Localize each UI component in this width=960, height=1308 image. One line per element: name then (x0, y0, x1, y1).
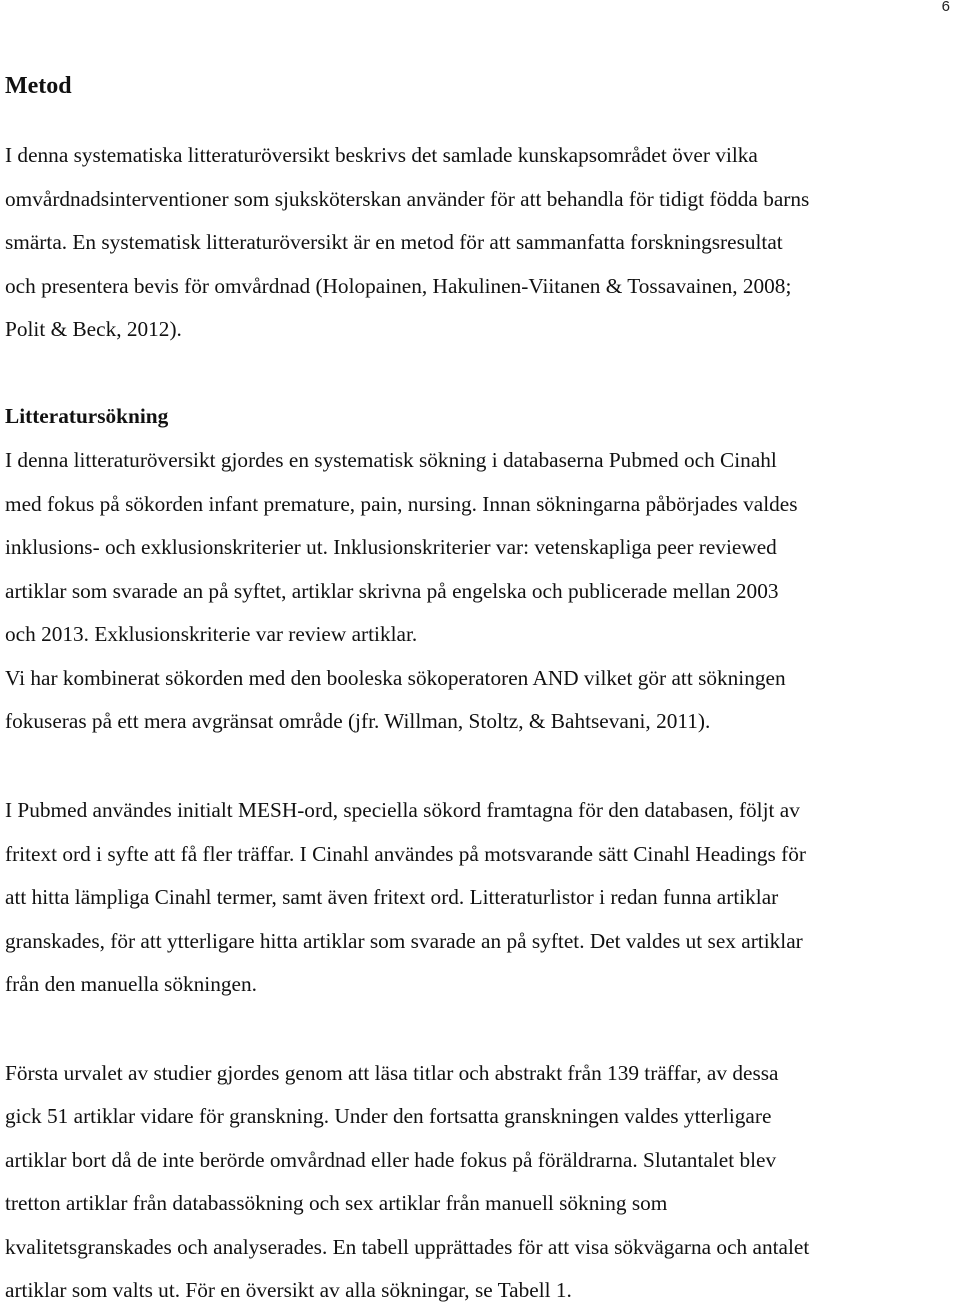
paragraph-line: tretton artiklar från databassökning och sex artiklar från manuell sökning som (5, 1191, 668, 1215)
paragraph-line: och presentera bevis för omvårdnad (Holopainen, Hakulinen-Viitanen & Tossavainen, 2008; (5, 274, 792, 298)
paragraph-line: fritext ord i syfte att få fler träffar. I Cinahl användes på motsvarande sätt Cinahl Headings för (5, 842, 806, 866)
paragraph-line: smärta. En systematisk litteraturöversikt är en metod för att sammanfatta forskningsresultat (5, 230, 783, 254)
paragraph-line: artiklar som svarade an på syftet, artiklar skrivna på engelska och publicerade mellan 2003 (5, 579, 779, 603)
paragraph-line: artiklar bort då de inte berörde omvårdnad eller hade fokus på föräldrarna. Slutantalet blev (5, 1148, 777, 1172)
paragraph-line: att hitta lämpliga Cinahl termer, samt även fritext ord. Litteraturlistor i redan funna artiklar (5, 885, 779, 909)
paragraph-line: Första urvalet av studier gjordes genom att läsa titlar och abstrakt från 139 träffar, av dessa (5, 1061, 779, 1085)
paragraph-line: fokuseras på ett mera avgränsat område (jfr. Willman, Stoltz, & Bahtsevani, 2011). (5, 709, 711, 733)
section-title: Metod (5, 73, 72, 99)
paragraph-line: I denna systematiska litteraturöversikt beskrivs det samlade kunskapsområdet över vilka (5, 143, 758, 167)
paragraph-line: från den manuella sökningen. (5, 972, 257, 996)
paragraph-line: Polit & Beck, 2012). (5, 317, 182, 341)
paragraph-line: Vi har kombinerat sökorden med den booleska sökoperatoren AND vilket gör att sökningen (5, 666, 786, 690)
paragraph-line: kvalitetsgranskades och analyserades. En tabell upprättades för att visa sökvägarna och antalet (5, 1235, 810, 1259)
paragraph-line: och 2013. Exklusionskriterie var review artiklar. (5, 622, 418, 646)
page-number: 6 (941, 0, 950, 15)
paragraph-line: inklusions- och exklusionskriterier ut. Inklusionskriterier var: vetenskapliga peer reviewed (5, 535, 777, 559)
subsection-title: Litteratursökning (5, 404, 169, 428)
paragraph-line: med fokus på sökorden infant premature, pain, nursing. Innan sökningarna påbörjades valdes (5, 492, 798, 516)
paragraph-line: granskades, för att ytterligare hitta artiklar som svarade an på syftet. Det valdes ut sex artiklar (5, 929, 803, 953)
paragraph-line: I Pubmed användes initialt MESH-ord, speciella sökord framtagna för den databasen, följt av (5, 798, 800, 822)
paragraph-line: omvårdnadsinterventioner som sjuksköterskan använder för att behandla för tidigt födda barns (5, 187, 810, 211)
paragraph-line: I denna litteraturöversikt gjordes en systematisk sökning i databaserna Pubmed och Cinahl (5, 448, 777, 472)
paragraph-line: gick 51 artiklar vidare för granskning. Under den fortsatta granskningen valdes ytterligare (5, 1104, 772, 1128)
paragraph-line: artiklar som valts ut. För en översikt av alla sökningar, se Tabell 1. (5, 1278, 572, 1302)
